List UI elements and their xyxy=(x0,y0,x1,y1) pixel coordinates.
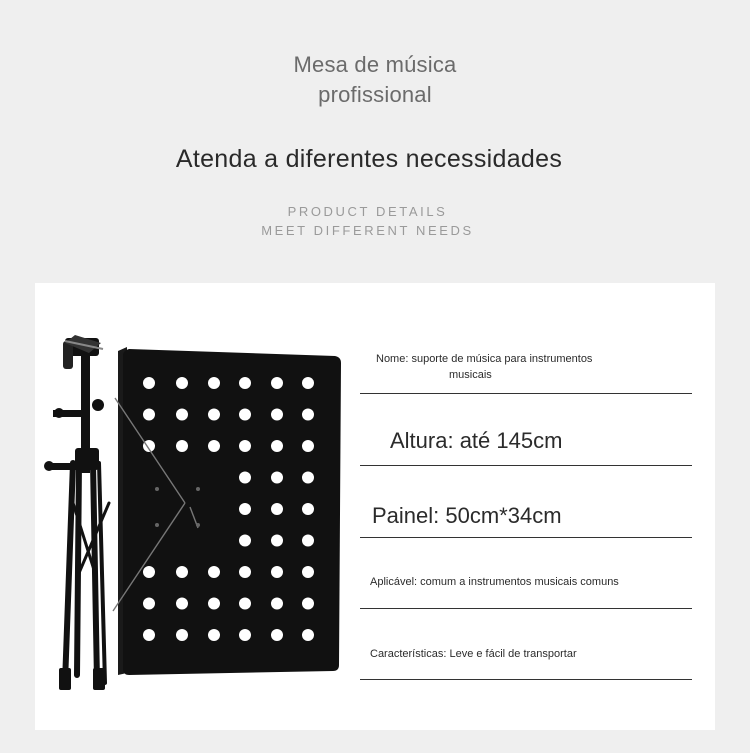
panel-hole xyxy=(176,377,188,389)
panel-hole xyxy=(302,503,314,515)
divider xyxy=(360,679,692,680)
panel-hole xyxy=(271,409,283,421)
panel-hole xyxy=(271,503,283,515)
panel-hole xyxy=(239,377,251,389)
panel-hole xyxy=(271,629,283,641)
panel-hole xyxy=(239,535,251,547)
panel-hole xyxy=(143,409,155,421)
music-stand-image xyxy=(35,283,355,730)
panel-hole xyxy=(176,629,188,641)
spec-name-line-1: Nome: suporte de música para instrumentos xyxy=(376,353,593,365)
panel-hole xyxy=(239,598,251,610)
panel-hole xyxy=(302,629,314,641)
panel-hole xyxy=(208,409,220,421)
subline-meet-needs: MEET DIFFERENT NEEDS xyxy=(261,223,474,238)
panel-hole xyxy=(208,377,220,389)
panel-hole xyxy=(302,535,314,547)
panel-hole xyxy=(239,472,251,484)
product-card xyxy=(35,283,715,730)
panel-hole xyxy=(143,377,155,389)
title-line-1: Mesa de música xyxy=(293,52,457,77)
divider xyxy=(360,537,692,538)
panel-hole xyxy=(143,598,155,610)
panel-hole xyxy=(143,566,155,578)
divider xyxy=(360,608,692,609)
title-line-2: profissional xyxy=(318,82,432,107)
panel-hole xyxy=(176,566,188,578)
panel-hole xyxy=(143,629,155,641)
panel-hole xyxy=(176,409,188,421)
panel-hole xyxy=(239,409,251,421)
spec-features-text: Características: Leve e fácil de transportar xyxy=(370,648,577,660)
panel-hole xyxy=(302,472,314,484)
panel-hole xyxy=(302,598,314,610)
panel-hole xyxy=(208,598,220,610)
spec-applicable-text: Aplicável: comum a instrumentos musicais comuns xyxy=(370,576,619,588)
spec-name-line-2: musicais xyxy=(449,369,492,381)
panel-hole xyxy=(239,503,251,515)
panel-hole xyxy=(302,409,314,421)
panel-hole xyxy=(239,566,251,578)
panel-hole xyxy=(302,440,314,452)
panel-hole xyxy=(239,629,251,641)
panel-hole xyxy=(208,629,220,641)
panel-hole xyxy=(271,440,283,452)
spec-height-text: Altura: até 145cm xyxy=(390,428,563,453)
panel-hole xyxy=(271,598,283,610)
subline-product-details: PRODUCT DETAILS xyxy=(287,204,448,219)
panel-hole xyxy=(271,472,283,484)
panel-hole xyxy=(302,566,314,578)
panel-hole xyxy=(176,440,188,452)
panel-hole xyxy=(208,440,220,452)
panel-hole xyxy=(239,440,251,452)
spec-panel-text: Painel: 50cm*34cm xyxy=(372,503,562,528)
panel-hole xyxy=(208,566,220,578)
panel-hole xyxy=(271,535,283,547)
divider xyxy=(360,465,692,466)
divider xyxy=(360,393,692,394)
panel-hole xyxy=(302,377,314,389)
headline: Atenda a diferentes necessidades xyxy=(175,145,563,173)
panel-hole xyxy=(176,598,188,610)
panel-hole xyxy=(271,377,283,389)
panel-hole xyxy=(271,566,283,578)
